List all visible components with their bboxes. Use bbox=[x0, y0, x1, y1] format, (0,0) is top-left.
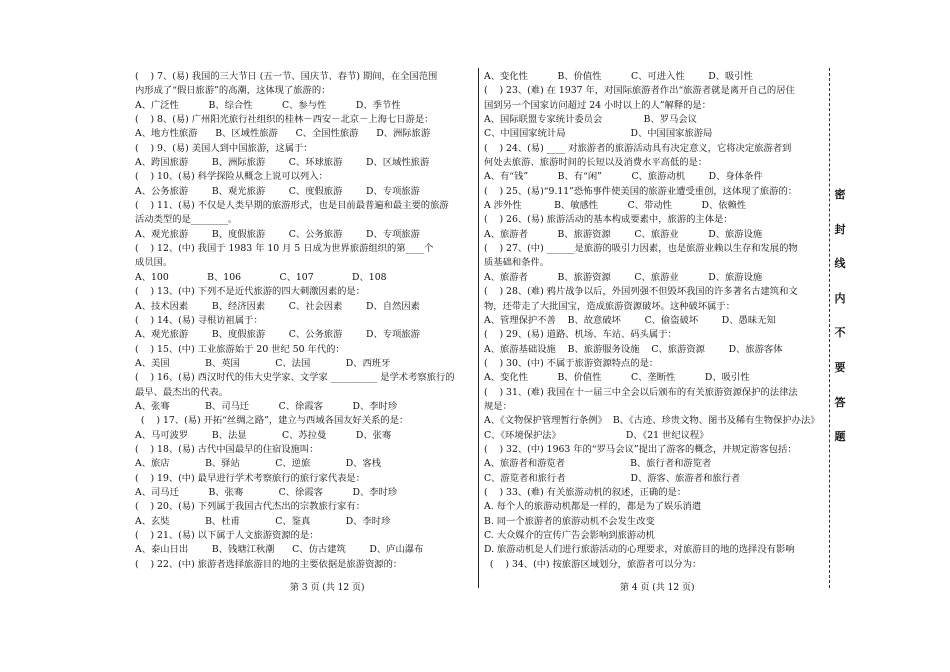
question-line: A、泰山日出 B、钱塘江秋潮 C、仿古建筑 D、庐山瀑布 bbox=[135, 544, 424, 556]
question-line: ( ) 10、(易) 科学探险从概念上说可以列入： bbox=[135, 171, 328, 183]
question-line: 内形成了“假日旅游”的高潮，这体现了旅游的： bbox=[135, 85, 331, 97]
question-line: ( ) 17、(易) 开拓“丝绸之路”，建立与西域各国友好关系的是： bbox=[135, 415, 409, 427]
question-line: 国到另一个国家访问超过 24 小时以上的人”解释的是： bbox=[484, 99, 712, 111]
question-line: A、旅游者和游览者 B、旅行者和游览者 bbox=[484, 458, 712, 470]
question-line: ( ) 20、(易) 下列属于我国古代杰出的宗教旅行家有： bbox=[135, 501, 366, 513]
question-line: A、变化性 B、价值性 C、可进入性 D、吸引性 bbox=[484, 71, 753, 82]
question-line: ( ) 27、(中) ______是旅游的吸引力因素，也是旅游业赖以生存和发展的物 bbox=[484, 243, 798, 255]
question-line: A、马可波罗 B、法显 C、苏拉曼 D、张骞 bbox=[135, 429, 392, 441]
seal-char: 封 bbox=[834, 222, 846, 236]
question-line: 活动类型的是________。 bbox=[135, 214, 238, 226]
question-line: A、广泛性 B、综合性 C、参与性 D、季节性 bbox=[135, 99, 401, 111]
question-line: ( ) 19、(中) 最早进行学术考察旅行的旅行家代表是： bbox=[135, 472, 366, 484]
question-line: A. 每个人的旅游动机都是一样的，都是为了娱乐消遣 bbox=[484, 501, 702, 513]
question-line: ( ) 31、(难) 我国在十一届三中全会以后颁布的有关旅游资源保护的法律法 bbox=[484, 386, 798, 398]
question-line: ( ) 26、(易) 旅游活动的基本构成要素中，旅游的主体是： bbox=[484, 214, 733, 226]
question-line: A、观光旅游 B、度假旅游 C、公务旅游 D、专项旅游 bbox=[135, 228, 420, 240]
question-line: B. 同一个旅游者的旅游动机不会发生改变 bbox=[484, 515, 655, 527]
question-line: A、旅游者 B、旅游资源 C、旅游业 D、旅游设施 bbox=[484, 228, 763, 240]
seal-char: 要 bbox=[834, 360, 846, 374]
question-line: 质基础和条件。 bbox=[484, 257, 550, 269]
question-line: A 涉外性 B、敏感性 C、带动性 D、依赖性 bbox=[484, 200, 747, 212]
question-line: A、旅店 B、驿站 C、逆旅 D、客栈 bbox=[135, 458, 382, 470]
question-line: 物，还带走了大批国宝，造成旅游资源破坏。这种破坏属于： bbox=[484, 300, 736, 312]
question-line: A、技术因素 B、经济因素 C、社会因素 D、自然因素 bbox=[135, 300, 420, 312]
question-line: A、旅游者 B、旅游资源 C、旅游业 D、旅游设施 bbox=[484, 271, 763, 283]
question-line: A、司马迁 B、张骞 C、徐霞客 D、李时珍 bbox=[135, 486, 398, 498]
question-line: A、玄奘 B、杜甫 C、鉴真 D、李时珍 bbox=[135, 515, 391, 527]
question-line: ( ) 25、(易)“9.11”恐怖事件使美国的旅游业遭受重创，这体现了旅游的： bbox=[484, 185, 798, 197]
seal-char: 内 bbox=[834, 291, 846, 305]
right-column bbox=[484, 70, 822, 572]
question-line: ( ) 9、(易) 美国人到中国旅游，这属于： bbox=[135, 142, 313, 154]
question-line: A、国际联盟专家统计委员会 B、罗马会议 bbox=[484, 114, 697, 126]
question-line: ( ) 34、(中) 按旅游区域划分，旅游者可以分为： bbox=[484, 558, 702, 570]
question-line: A、有“钱” B、有“闲” C、旅游动机 D、身体条件 bbox=[484, 171, 763, 183]
seal-char: 不 bbox=[834, 326, 846, 340]
question-line: ( ) 8、(易) 广州阳光旅行社组织的桂林－西安－北京－上海七日游是： bbox=[135, 114, 434, 126]
question-line: ( ) 16、(易) 西汉时代的伟大史学家、文学家 __________ 是学术考察旅行的 bbox=[135, 372, 455, 384]
page-number-right: 第 4 页 (共 12 页) bbox=[620, 583, 695, 593]
page-number-left: 第 3 页 (共 12 页) bbox=[290, 583, 365, 593]
question-line: D. 旅游动机是人们进行旅游活动的心理要求，对旅游目的地的选择没有影响 bbox=[484, 544, 795, 556]
question-line: C、《环境保护法》 D、《21 世纪议程》 bbox=[484, 429, 709, 441]
question-line: C、中国国家统计局 D、中国国家旅游局 bbox=[484, 128, 713, 140]
question-line: A、变化性 B、价值性 C、垄断性 D、吸引性 bbox=[484, 372, 750, 384]
question-line: A、管理保护不善 B、故意破坏 C、偷盗破坏 D、愚昧无知 bbox=[484, 314, 776, 326]
seal-notice bbox=[833, 188, 847, 465]
question-line: ( ) 13、(中) 下列不是近代旅游的四大刺激因素的是： bbox=[135, 286, 366, 298]
question-line: ( ) 22、(中) 旅游者选择旅游目的地的主要依据是旅游资源的： bbox=[135, 558, 403, 570]
seal-line bbox=[829, 68, 830, 588]
question-line: ( ) 24、(易) ____ 对旅游者的旅游活动具有决定意义，它将决定旅游者到 bbox=[484, 142, 792, 154]
question-line: ( ) 32、(中) 1963 年的“罗马会议”提出了游客的概念，并规定游客包括： bbox=[484, 443, 797, 455]
question-line: 规是： bbox=[484, 400, 512, 412]
question-line: C. 大众媒介的宣传广告会影响到旅游动机 bbox=[484, 530, 655, 541]
question-line: ( ) 11、(易) 不仅是人类早期的旅游形式，也是目前最普遍和最主要的旅游 bbox=[135, 200, 449, 212]
question-line: ( ) 18、(易) 古代中国最早的住宿设施叫： bbox=[135, 443, 319, 455]
question-line: A、观光旅游 B、度假旅游 C、公务旅游 D、专项旅游 bbox=[135, 329, 420, 341]
question-line: ( ) 23、(难) 在 1937 年，对国际旅游者作出“旅游者就是离开自己的居住 bbox=[484, 85, 795, 97]
question-line: ( ) 30、(中) 不属于旅游资源特点的是： bbox=[484, 357, 659, 369]
question-line: ( ) 28、(难) 鸦片战争以后，外国列强不但毁坏我国的许多著名古建筑和文 bbox=[484, 286, 798, 298]
seal-char: 答 bbox=[834, 395, 846, 409]
question-line: ( ) 15、(中) 工业旅游始于 20 世纪 50 年代的： bbox=[135, 343, 345, 355]
question-line: A、跨国旅游 B、洲际旅游 C、环球旅游 D、区域性旅游 bbox=[135, 157, 430, 169]
question-line: ( ) 14、(易) 寻根访祖属于： bbox=[135, 314, 263, 326]
question-line: ( ) 12、(中) 我国于 1983 年 10 月 5 日成为世界旅游组织的第____个 bbox=[135, 243, 434, 255]
question-line: 最早、最杰出的代表。 bbox=[135, 386, 228, 398]
question-line: A、《文物保护管理暂行条例》 B、《古迹、珍贵文物、图书及稀有生物保护办法》 bbox=[484, 415, 820, 427]
left-column bbox=[135, 70, 473, 572]
question-line: A、美国 B、英国 C、法国 D、西班牙 bbox=[135, 357, 391, 369]
question-line: ( ) 33、(难) 有关旅游动机的叙述，正确的是： bbox=[484, 486, 687, 498]
question-line: ( ) 7、(易) 我国的三大节日 (五一节、国庆节、春节) 期间，在全国范围 bbox=[135, 71, 438, 82]
question-line: 何处去旅游、旅游时间的长短以及消费水平高低的是： bbox=[484, 157, 708, 169]
center-divider bbox=[478, 68, 479, 588]
seal-char: 题 bbox=[834, 430, 846, 444]
question-line: A、旅游基础设施 B、旅游服务设施 C、旅游资源 D、旅游客体 bbox=[484, 343, 783, 355]
question-line: A、100 B、106 C、107 D、108 bbox=[135, 271, 387, 283]
seal-char: 线 bbox=[834, 257, 846, 271]
question-line: ( ) 21、(易) 以下属于人文旅游资源的是： bbox=[135, 530, 319, 541]
question-line: A、张骞 B、司马迁 C、徐霞客 D、李时珍 bbox=[135, 400, 398, 412]
question-line: C、游览者和旅行者 D、游客、旅游者和旅行者 bbox=[484, 472, 741, 484]
seal-char: 密 bbox=[834, 188, 846, 201]
question-line: A、公务旅游 B、观光旅游 C、度假旅游 D、专项旅游 bbox=[135, 185, 420, 197]
question-line: ( ) 29、(易) 道路、机场、车站、码头属于： bbox=[484, 329, 677, 341]
question-line: 成员国。 bbox=[135, 257, 173, 269]
question-line: A、地方性旅游 B、区域性旅游 C、全国性旅游 D、洲际旅游 bbox=[135, 128, 431, 140]
